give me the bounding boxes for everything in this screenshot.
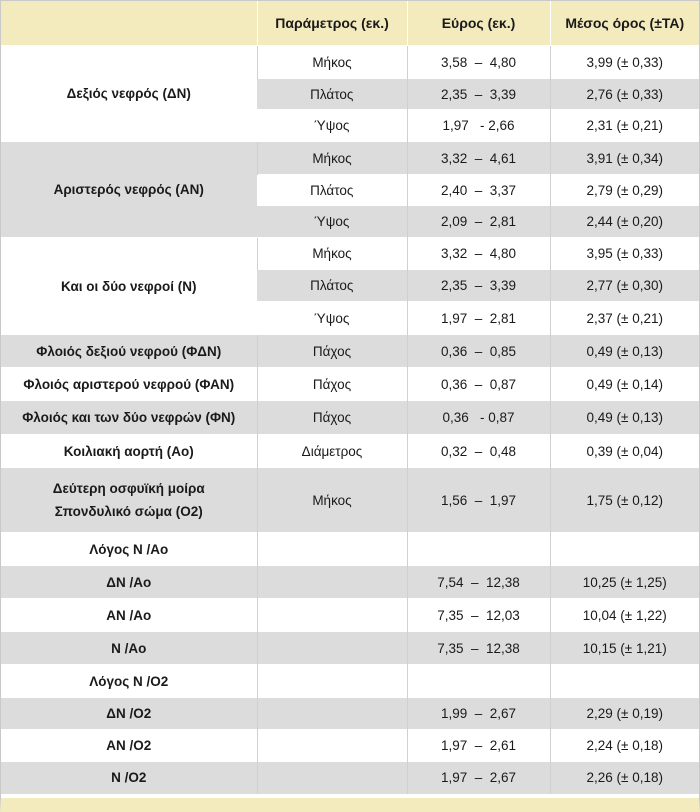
table-row (1, 762, 699, 794)
mean-cell: 10,15 (± 1,21) (550, 632, 699, 665)
param-cell: Ύψος (257, 302, 407, 335)
range-cell (407, 665, 550, 698)
header-row (1, 1, 699, 46)
mean-cell: 10,25 (± 1,25) (550, 566, 699, 599)
mean-cell: 0,49 (± 0,14) (550, 368, 699, 401)
table-row (1, 665, 699, 698)
mean-cell: 2,26 (± 0,18) (550, 762, 699, 794)
param-cell: Πάχος (257, 368, 407, 401)
range-cell: 7,54 – 12,38 (407, 566, 550, 599)
mean-cell: 2,77 (± 0,30) (550, 270, 699, 302)
mean-cell: 1,75 (± 0,12) (550, 468, 699, 533)
table-row (1, 730, 699, 762)
table-row (1, 599, 699, 632)
ratio-label: Ν /Ο2 (1, 762, 257, 794)
range-cell: 1,97 – 2,61 (407, 730, 550, 762)
range-cell: 1,97 - 2,66 (407, 110, 550, 142)
param-cell: Πλάτος (257, 270, 407, 302)
range-cell: 0,32 – 0,48 (407, 435, 550, 468)
param-cell (257, 762, 407, 794)
row-label-ao: Κοιλιακή αορτή (Αο) (1, 435, 257, 468)
mean-cell: 3,91 (± 0,34) (550, 142, 699, 175)
row-label-fan: Φλοιός αριστερού νεφρού (ΦΑΝ) (1, 368, 257, 401)
mean-cell (550, 533, 699, 566)
range-cell: 1,97 – 2,81 (407, 302, 550, 335)
ratio-label: ΑΝ /Αο (1, 599, 257, 632)
measurements-table (1, 1, 699, 794)
range-cell: 2,35 – 3,39 (407, 270, 550, 302)
ratio-o2-title: Λόγος Ν /Ο2 (1, 665, 257, 698)
header-mean: Μέσος όρος (±ΤΑ) (550, 1, 699, 46)
range-cell: 2,40 – 3,37 (407, 175, 550, 206)
table-row (1, 142, 699, 175)
range-cell: 2,35 – 3,39 (407, 79, 550, 110)
mean-cell: 10,04 (± 1,22) (550, 599, 699, 632)
range-cell: 1,99 – 2,67 (407, 698, 550, 730)
range-cell: 3,58 – 4,80 (407, 46, 550, 79)
header-range: Εύρος (εκ.) (407, 1, 550, 46)
group-label-an: Αριστερός νεφρός (ΑΝ) (1, 142, 257, 238)
param-cell: Ύψος (257, 110, 407, 142)
range-cell: 0,36 - 0,87 (407, 401, 550, 435)
ratio-ao-title: Λόγος Ν /Αο (1, 533, 257, 566)
row-label-o2 (1, 468, 257, 533)
mean-cell: 2,76 (± 0,33) (550, 79, 699, 110)
table-row (1, 368, 699, 401)
param-cell: Μήκος (257, 142, 407, 175)
range-cell: 1,56 – 1,97 (407, 468, 550, 533)
range-cell: 3,32 – 4,80 (407, 238, 550, 270)
range-cell: 2,09 – 2,81 (407, 206, 550, 238)
mean-cell (550, 665, 699, 698)
mean-cell: 2,29 (± 0,19) (550, 698, 699, 730)
param-cell: Μήκος (257, 238, 407, 270)
ratio-label: ΔΝ /Αο (1, 566, 257, 599)
range-cell (407, 533, 550, 566)
mean-cell: 0,49 (± 0,13) (550, 401, 699, 435)
param-cell (257, 566, 407, 599)
table-row (1, 238, 699, 270)
range-cell: 0,36 – 0,87 (407, 368, 550, 401)
table-row (1, 698, 699, 730)
group-label-n: Και οι δύο νεφροί (Ν) (1, 238, 257, 335)
table-row (1, 468, 699, 533)
mean-cell: 2,31 (± 0,21) (550, 110, 699, 142)
range-cell: 7,35 – 12,03 (407, 599, 550, 632)
param-cell: Πλάτος (257, 79, 407, 110)
row-label-fn: Φλοιός και των δύο νεφρών (ΦΝ) (1, 401, 257, 435)
param-cell: Πλάτος (257, 175, 407, 206)
table-row (1, 435, 699, 468)
range-cell: 1,97 – 2,67 (407, 762, 550, 794)
mean-cell: 3,95 (± 0,33) (550, 238, 699, 270)
table-row (1, 401, 699, 435)
param-cell (257, 533, 407, 566)
ratio-label: ΔΝ /Ο2 (1, 698, 257, 730)
table-row (1, 632, 699, 665)
table-row (1, 46, 699, 79)
table-row (1, 566, 699, 599)
range-cell: 7,35 – 12,38 (407, 632, 550, 665)
row-label-o2-line2: Σπονδυλικό σώμα (Ο2) (54, 504, 203, 519)
row-label-fdn: Φλοιός δεξιού νεφρού (ΦΔΝ) (1, 335, 257, 368)
row-label-o2-line1: Δεύτερη οσφυϊκή μοίρα (52, 481, 205, 496)
param-cell: Μήκος (257, 468, 407, 533)
table-row (1, 335, 699, 368)
mean-cell: 2,24 (± 0,18) (550, 730, 699, 762)
header-empty (1, 1, 257, 46)
param-cell (257, 632, 407, 665)
range-cell: 3,32 – 4,61 (407, 142, 550, 175)
group-label-dn: Δεξιός νεφρός (ΔΝ) (1, 46, 257, 142)
header-parameter: Παράμετρος (εκ.) (257, 1, 407, 46)
mean-cell: 0,49 (± 0,13) (550, 335, 699, 368)
mean-cell: 0,39 (± 0,04) (550, 435, 699, 468)
ratio-label: Ν /Αο (1, 632, 257, 665)
range-cell: 0,36 – 0,85 (407, 335, 550, 368)
table-row (1, 533, 699, 566)
mean-cell: 2,37 (± 0,21) (550, 302, 699, 335)
param-cell: Διάμετρος (257, 435, 407, 468)
param-cell: Μήκος (257, 46, 407, 79)
param-cell (257, 665, 407, 698)
param-cell: Πάχος (257, 401, 407, 435)
param-cell: Ύψος (257, 206, 407, 238)
param-cell (257, 730, 407, 762)
mean-cell: 3,99 (± 0,33) (550, 46, 699, 79)
mean-cell: 2,44 (± 0,20) (550, 206, 699, 238)
param-cell (257, 698, 407, 730)
param-cell: Πάχος (257, 335, 407, 368)
ratio-label: ΑΝ /Ο2 (1, 730, 257, 762)
param-cell (257, 599, 407, 632)
mean-cell: 2,79 (± 0,29) (550, 175, 699, 206)
